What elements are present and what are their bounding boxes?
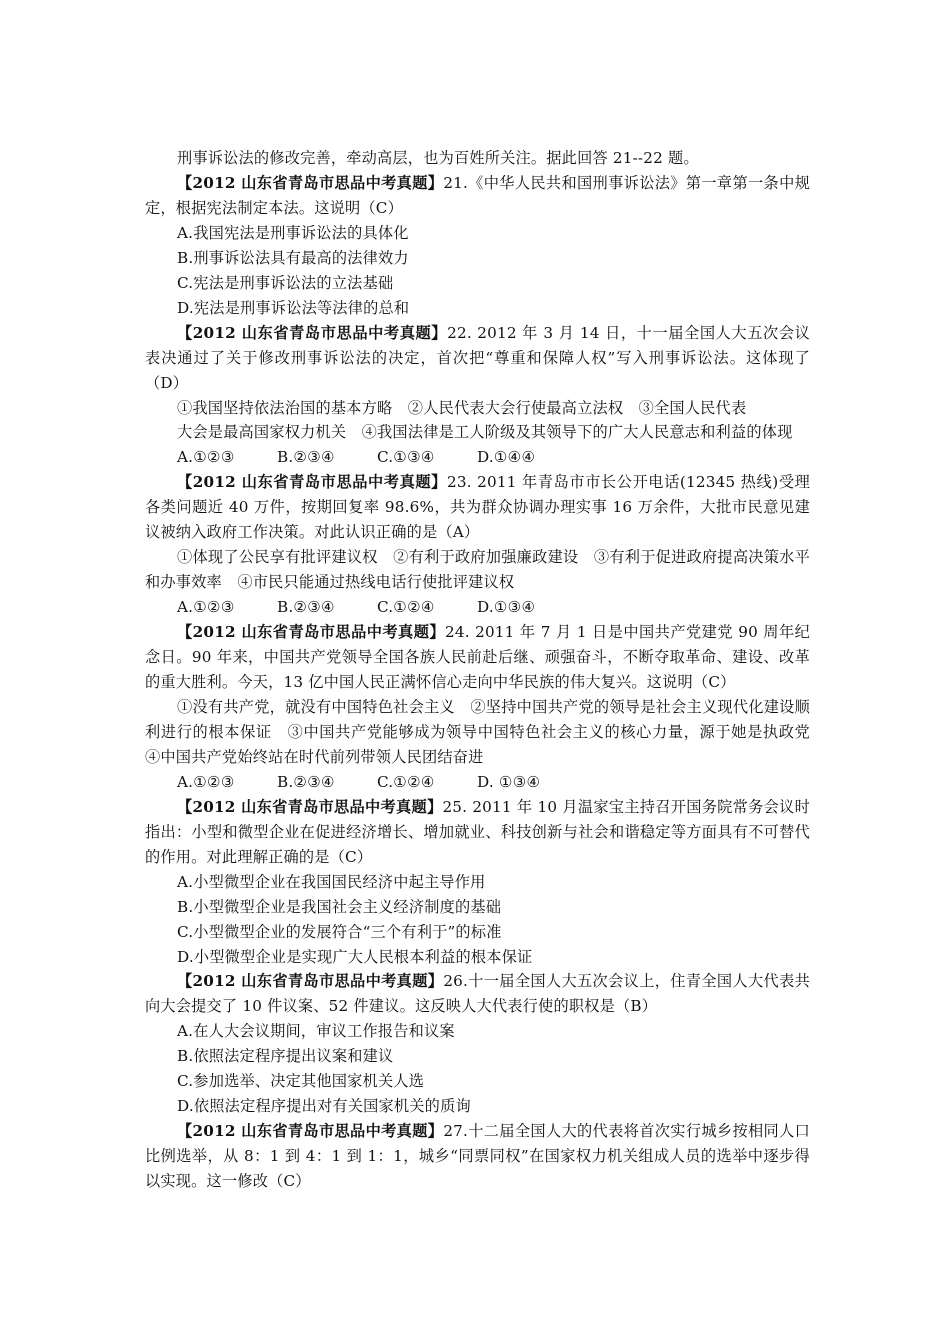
question-25-stem: [145, 795, 810, 870]
source-tag: 【2012 山东省青岛市思品中考真题】: [177, 473, 447, 492]
choice-d: D. ①③④: [477, 772, 541, 791]
question-22-choices: [145, 445, 810, 470]
question-26-option-d: D.依照法定程序提出对有关国家机关的质询: [177, 1097, 471, 1116]
question-24-stem: [145, 620, 810, 695]
choice-a: A.①②③: [177, 448, 235, 467]
question-24-statement: ①没有共产党，就没有中国特色社会主义 ②坚持中国共产党的领导是社会主义现代化建设顺利进行的根本保证 ③中国共产党能够成为领导中国特色社会主义的核心力量，源于她是执政党 ④中国共产党始终站在时代前列带领人民团结奋进: [145, 697, 826, 766]
source-tag: 【2012 山东省青岛市思品中考真题】: [177, 972, 444, 991]
question-21-option-a: A.我国宪法是刑事诉讼法的具体化: [177, 223, 409, 242]
source-tag: 【2012 山东省青岛市思品中考真题】: [177, 1122, 444, 1141]
choice-d: D.①④④: [477, 448, 536, 467]
source-tag: 【2012 山东省青岛市思品中考真题】: [177, 797, 443, 816]
question-23-stem: [145, 470, 810, 545]
question-21-option-d: D.宪法是刑事诉讼法等法律的总和: [177, 298, 410, 317]
question-25-text: 25. 2011 年 10 月温家宝主持召开国务院常务会议时指出：小型和微型企业在促进经济增长、增加就业、科技创新与社会和谐稳定等方面具有不可替代的作用。对此理解正确的是（C）: [145, 797, 810, 866]
question-24-text: 24. 2011 年 7 月 1 日是中国共产党建党 90 周年纪念日。90 年来，中国共产党领导全国各族人民前赴后继、顽强奋斗，不断夺取革命、建设、改革的重大胜利。今天，13 亿中国人民正满怀信心走向中华民族的伟大复兴。这说明（C）: [145, 623, 810, 692]
question-25-option-b: B.小型微型企业是我国社会主义经济制度的基础: [177, 897, 502, 916]
question-25-option-d: D.小型微型企业是实现广大人民根本利益的根本保证: [177, 947, 533, 966]
intro-paragraph: 刑事诉讼法的修改完善，牵动高层，也为百姓所关注。据此回答 21--22 题。: [177, 149, 699, 167]
question-27-stem: [145, 1119, 810, 1194]
choice-c: C.①③④: [377, 448, 435, 467]
question-22-stem: [145, 321, 810, 396]
question-23-text: 23. 2011 年青岛市市长公开电话(12345 热线)受理各类问题近 40 万件，按期回复率 98.6%，共为群众协调办理实事 16 万余件，大批市民意见建议被纳入政府工作决策。对此认识正确的是（A）: [145, 473, 810, 542]
choice-c: C.①②④: [377, 772, 435, 791]
question-22-statement-line1: ①我国坚持依法治国的基本方略 ②人民代表大会行使最高立法权 ③全国人民代表: [177, 398, 747, 417]
question-26-option-b: B.依照法定程序提出议案和建议: [177, 1047, 394, 1066]
choice-a: A.①②③: [177, 598, 235, 617]
choice-d: D.①③④: [477, 598, 536, 617]
source-tag: 【2012 山东省青岛市思品中考真题】: [177, 323, 448, 342]
question-21-text: 21.《中华人民共和国刑事诉讼法》第一章第一条中规定，根据宪法制定本法。这说明（C）: [145, 173, 811, 217]
choice-c: C.①②④: [377, 598, 435, 617]
question-text-body: [145, 146, 826, 1194]
question-27-text: 27.十二届全国人大的代表将首次实行城乡按相同人口比例选举，从 8：1 到 4：1 到 1：1，城乡“同票同权”在国家权力机关组成人员的选举中逐步得以实现。这一修改（C）: [145, 1122, 811, 1191]
question-22-text: 22. 2012 年 3 月 14 日，十一届全国人大五次会议表决通过了关于修改刑事诉讼法的决定，首次把“尊重和保障人权”写入刑事诉讼法。这体现了（D）: [145, 323, 810, 392]
choice-b: B.②③④: [277, 448, 335, 467]
choice-b: B.②③④: [277, 598, 335, 617]
question-26-option-a: A.在人大会议期间，审议工作报告和议案: [177, 1022, 455, 1041]
question-26-option-c: C.参加选举、决定其他国家机关人选: [177, 1072, 425, 1091]
question-25-option-a: A.小型微型企业在我国国民经济中起主导作用: [177, 872, 486, 891]
question-21-stem: [145, 171, 810, 221]
question-21-option-c: C.宪法是刑事诉讼法的立法基础: [177, 273, 394, 292]
question-21-option-b: B.刑事诉讼法具有最高的法律效力: [177, 248, 409, 267]
question-23-statement: ①体现了公民享有批评建议权 ②有利于政府加强廉政建设 ③有利于促进政府提高决策水平和办事效率 ④市民只能通过热线电话行使批评建议权: [145, 548, 810, 592]
choice-a: A.①②③: [177, 772, 235, 791]
source-tag: 【2012 山东省青岛市思品中考真题】: [177, 173, 444, 192]
question-24-choices: [145, 770, 810, 795]
question-23-choices: [145, 595, 810, 620]
source-tag: 【2012 山东省青岛市思品中考真题】: [177, 623, 446, 642]
question-22-statement-line2: 大会是最高国家权力机关 ④我国法律是工人阶级及其领导下的广大人民意志和利益的体现: [177, 423, 793, 442]
choice-b: B.②③④: [277, 772, 335, 791]
question-26-text: 26.十一届全国人大五次会议上，住青全国人大代表共向大会提交了 10 件议案、52 件建议。这反映人大代表行使的职权是（B）: [145, 972, 811, 1016]
question-25-option-c: C.小型微型企业的发展符合“三个有利于”的标准: [177, 922, 502, 941]
question-26-stem: [145, 969, 810, 1019]
